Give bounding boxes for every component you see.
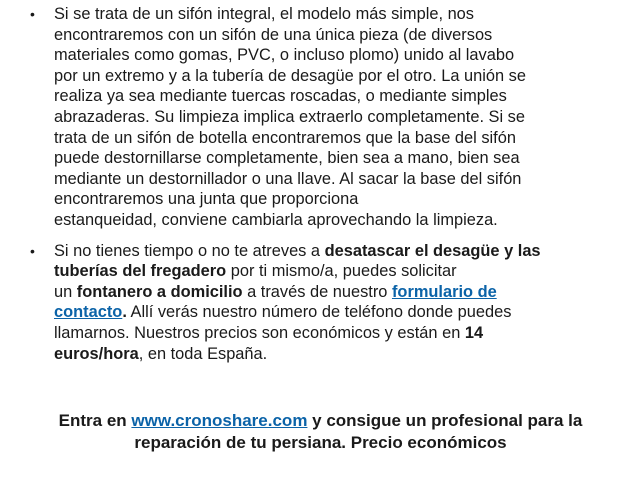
text-line: abrazaderas. Su limpieza implica extraerlo completamente. Si se [54,107,525,126]
text-line: materiales como gomas, PVC, o incluso plomo) unido al lavabo [54,46,515,65]
bold-text: fontanero a domicilio [76,282,243,301]
text-line: Si se trata de un sifón integral, el modelo más simple, nos [54,5,474,23]
cronoshare-link[interactable]: www.cronoshare.com [131,411,308,430]
text-line: encontraremos una junta que proporciona [54,190,359,209]
footer-line [28,410,613,432]
text-run: Allí verás nuestro número de teléfono donde puedes [126,303,512,322]
text-line: realiza ya sea mediante tuercas roscadas, o mediante simples [54,87,507,106]
text-run: Entra en [58,411,132,430]
bullet-list [30,4,630,364]
text-line: mediante un destornillador o una llave. Al sacar la base del sifón [54,169,522,188]
text-line: encontraremos con un sifón de una única pieza (de diversos [54,25,493,44]
text-line [54,241,630,262]
text-run: un [54,282,77,301]
bold-text: . [122,303,127,322]
footer-cta [28,410,613,454]
text-line: estanqueidad, conviene cambiarla aprovechando la limpieza. [54,210,498,229]
bullet-icon: • [30,6,35,22]
bullet-item-sifon [30,4,630,231]
text-line [54,282,630,303]
text-run: Si no tienes tiempo o no te atreves a [54,241,325,260]
bullet-item-fontanero [30,241,630,365]
text-line: por un extremo y a la tubería de desagüe por el otro. La unión se [54,66,526,85]
bold-text: 14 [464,323,484,342]
text-line [54,302,630,323]
bold-text: tuberías del fregadero [54,262,227,281]
text-run: a través de nuestro [242,282,392,301]
text-line [54,261,630,282]
text-line: puede destornillarse completamente, bien sea a mano, bien sea [54,149,520,168]
text-run: llamarnos. Nuestros precios son económicos y están en [54,323,465,342]
bold-text: euros/hora [54,344,139,363]
text-run: por ti mismo/a, puedes solicitar [226,262,457,281]
contact-form-link[interactable]: formulario de [391,282,497,301]
text-line [54,323,630,344]
text-run: y consigue un profesional para la [307,411,583,430]
text-run: , en toda España. [138,344,268,363]
text-line: trata de un sifón de botella encontraremos que la base del sifón [54,128,516,147]
text-line [54,344,630,365]
footer-line: reparación de tu persiana. Precio económicos [134,433,507,452]
bold-text: desatascar el desagüe y las [324,241,541,260]
contact-form-link[interactable]: contacto [54,303,123,322]
bullet-icon: • [30,242,35,259]
